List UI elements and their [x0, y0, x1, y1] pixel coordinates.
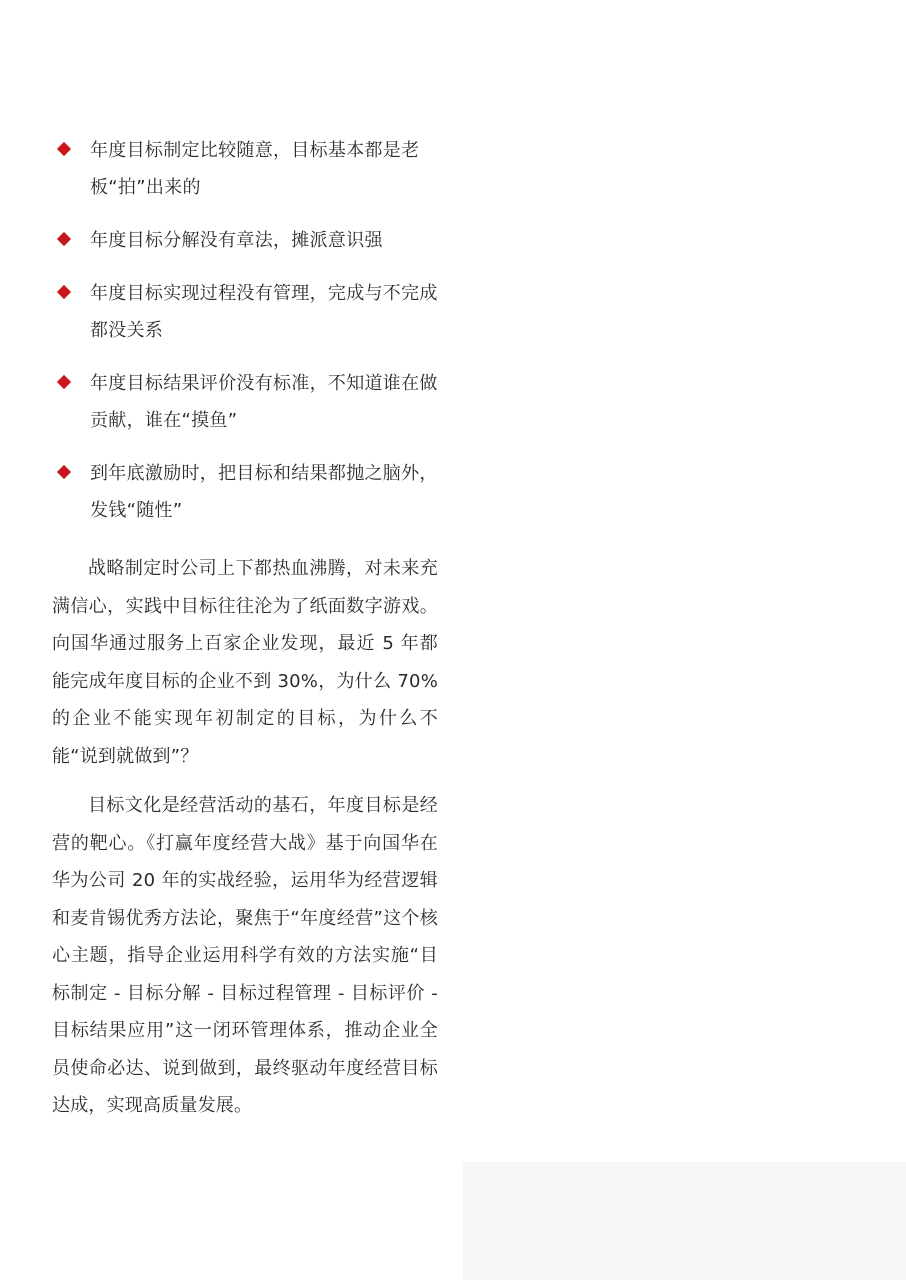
red-diamond-bullet-icon: [57, 375, 71, 389]
body-paragraph-2-block: [52, 787, 438, 1125]
bullet-text: 年度目标结果评价没有标准，不知道谁在做贡献，谁在“摸鱼”: [90, 373, 438, 431]
bullet-text: 年度目标分解没有章法，摊派意识强: [90, 230, 383, 251]
red-diamond-bullet-icon: [57, 285, 71, 299]
page-corner-shade: [463, 1162, 906, 1280]
bullet-item: [52, 132, 442, 206]
bullet-text: 年度目标制定比较随意，目标基本都是老板“拍”出来的: [90, 140, 420, 198]
body-paragraph-1-block: [52, 550, 438, 775]
red-diamond-bullet-icon: [57, 232, 71, 246]
bullet-text: 年度目标实现过程没有管理，完成与不完成都没关系: [90, 283, 438, 341]
bullet-item: [52, 455, 442, 529]
problem-bullet-list: [52, 132, 442, 545]
red-diamond-bullet-icon: [57, 465, 71, 479]
bullet-item: [52, 275, 442, 349]
bullet-text: 到年底激励时，把目标和结果都抛之脑外，发钱“随性”: [90, 463, 438, 521]
bullet-item: [52, 222, 442, 259]
body-paragraph: 目标文化是经营活动的基石，年度目标是经营的靶心。《打赢年度经营大战》基于向国华在华为公司 20 年的实战经验，运用华为经营逻辑和麦肯锡优秀方法论，聚焦于“年度经营”这个核心主题，指导企业运用科学有效的方法实施“目标制定 - 目标分解 - 目标过程管理 - 目标评价 - 目标结果应用”这一闭环管理体系，推动企业全员使命必达、说到做到，最终驱动年度经营目标达成，实现高质量发展。: [52, 795, 438, 1116]
body-paragraph: 战略制定时公司上下都热血沸腾，对未来充满信心，实践中目标往往沦为了纸面数字游戏。向国华通过服务上百家企业发现，最近 5 年都能完成年度目标的企业不到 30%，为什么 70% 的企业不能实现年初制定的目标，为什么不能“说到就做到”？: [52, 558, 438, 767]
bullet-item: [52, 365, 442, 439]
red-diamond-bullet-icon: [57, 142, 71, 156]
